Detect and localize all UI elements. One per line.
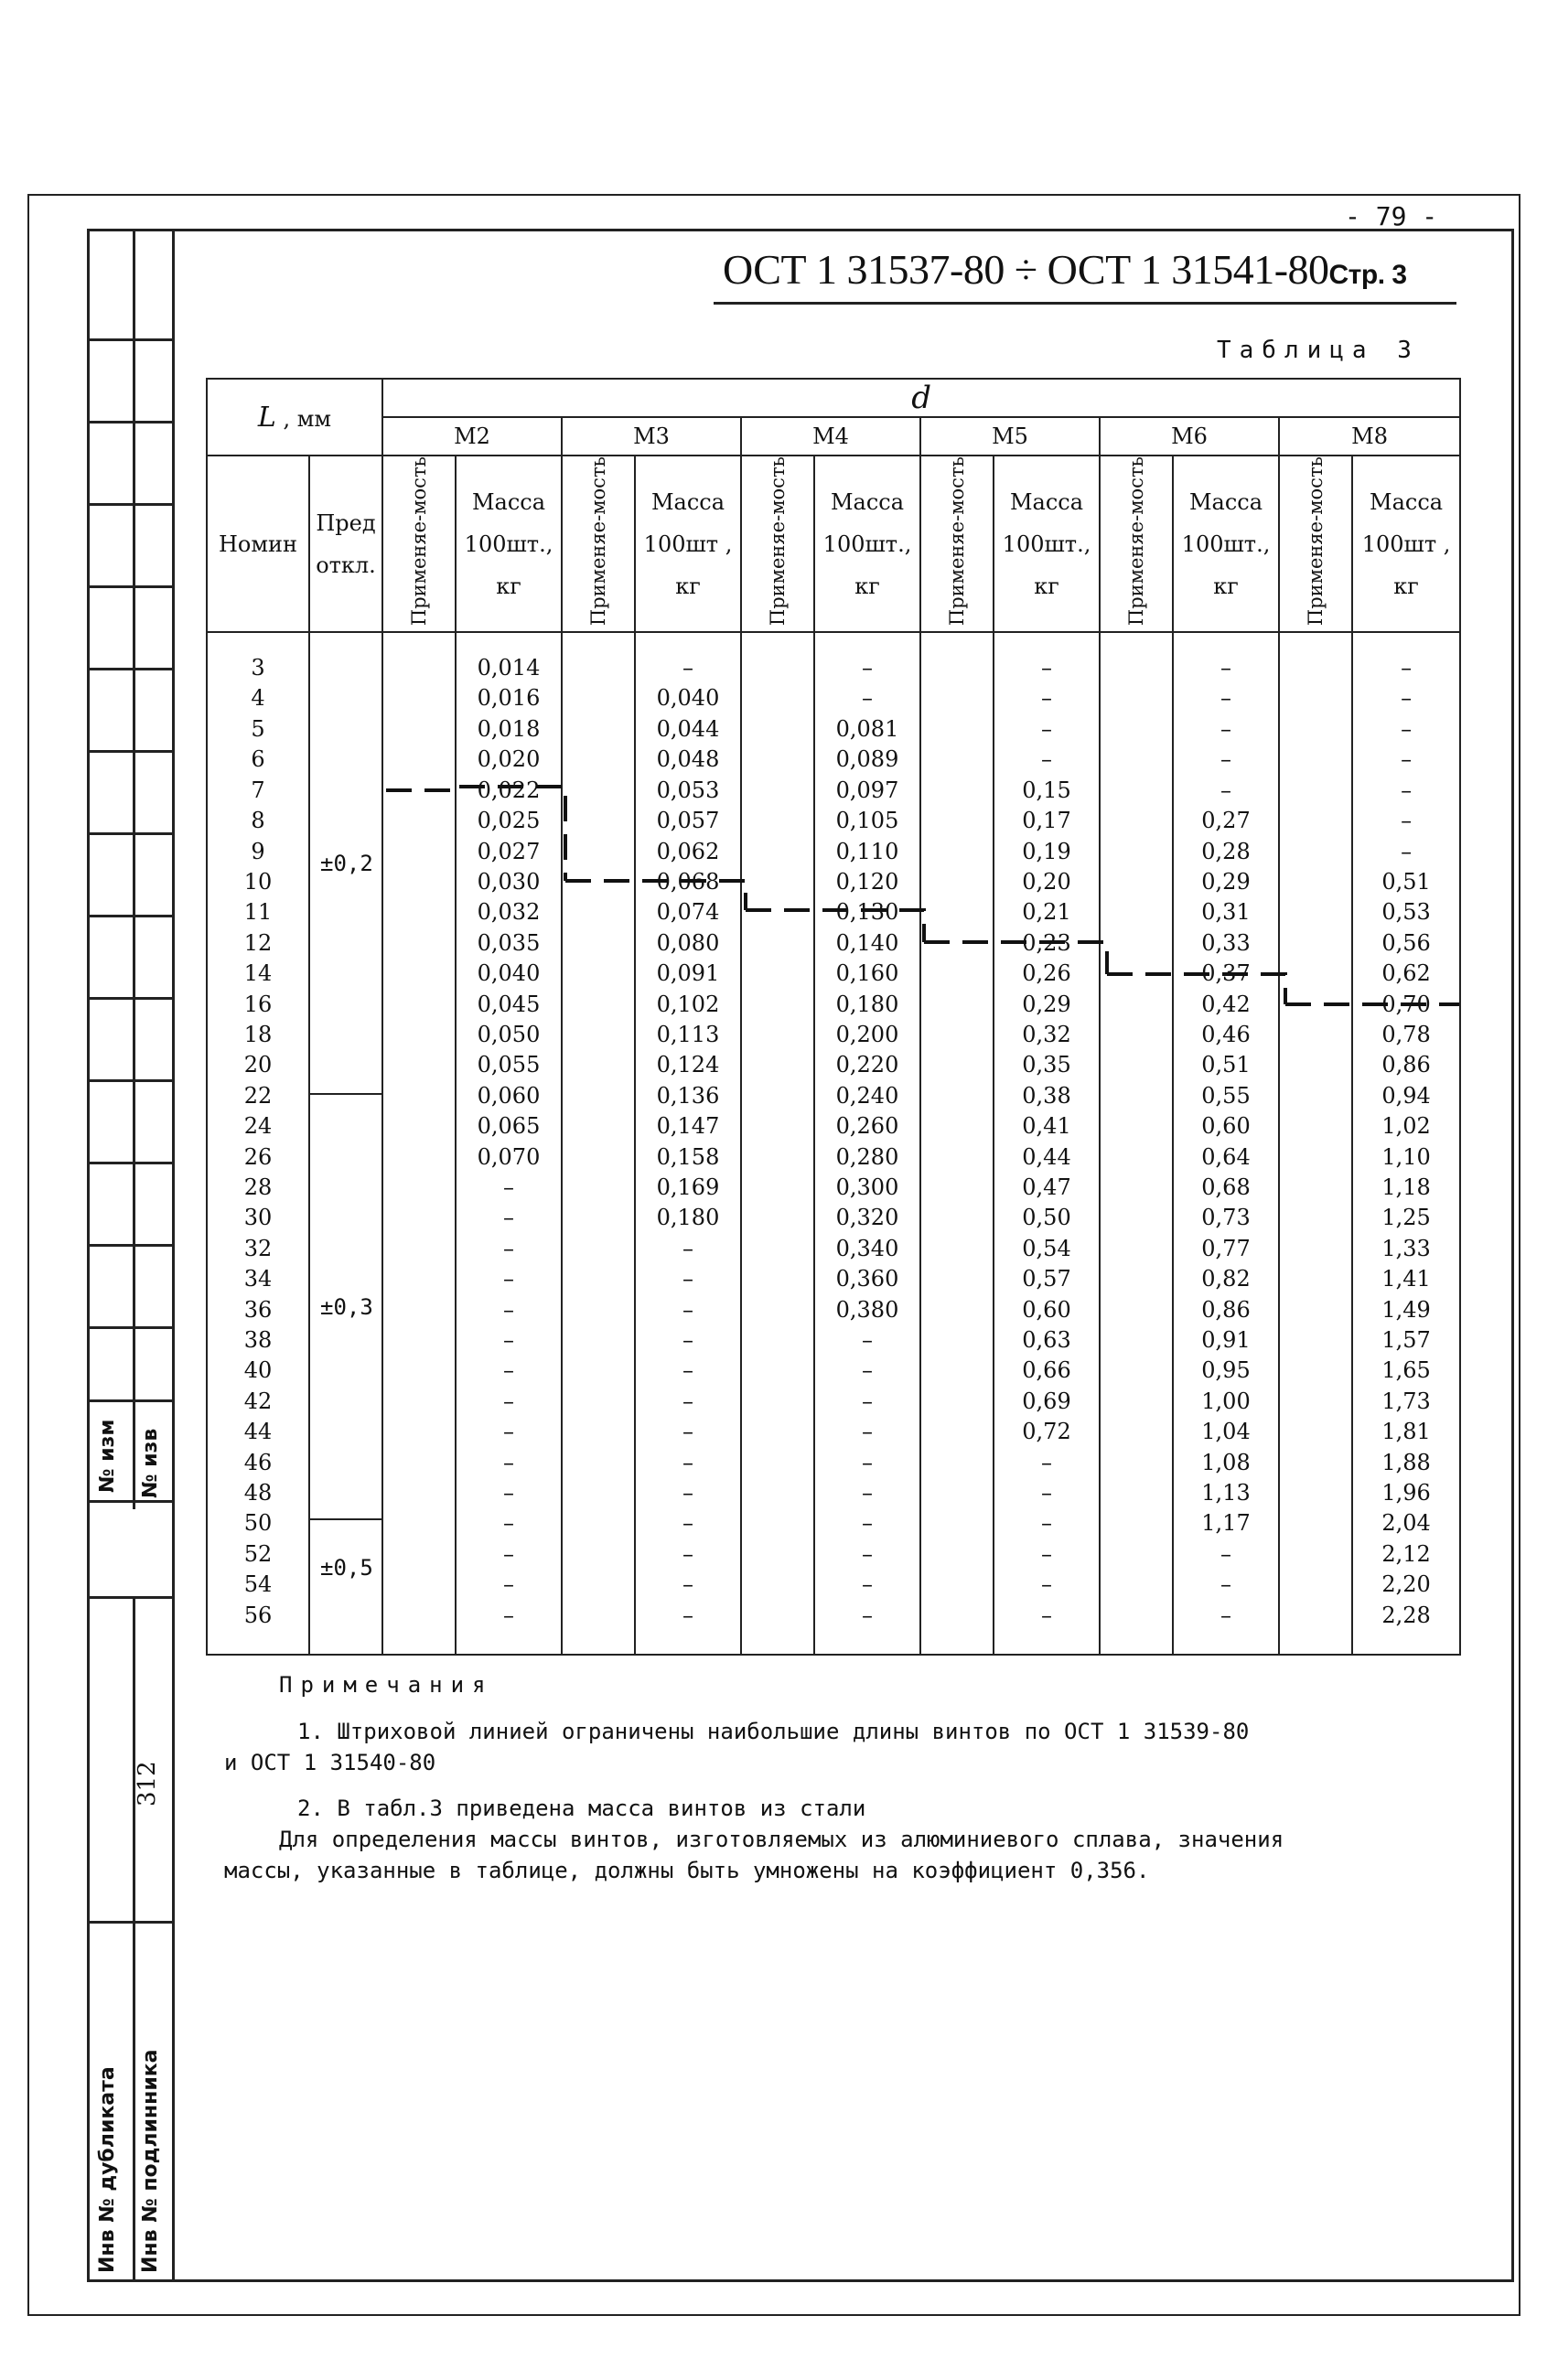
podl-label: Инв № подлинника bbox=[139, 2049, 162, 2273]
size-m4: М4 bbox=[741, 417, 920, 456]
mass-column-m8: – – – – – – – 0,51 0,53 0,56 0,62 0,70 0,78 0,86 0,94 1,02 1,10 1,18 1,25 1,33 1,41 1,49 1,57 1,65 1,73 1,81 1,88 1,96 2,04 2,12 2,20 2,28 bbox=[1352, 632, 1460, 1655]
notes-section bbox=[224, 1672, 1468, 1886]
page-label: Стр. 3 bbox=[1328, 260, 1407, 290]
mass-column-m6: – – – – – 0,27 0,28 0,29 0,31 0,33 0,37 0,42 0,46 0,51 0,55 0,60 0,64 0,68 0,73 0,77 0,82 0,86 0,91 0,95 1,00 1,04 1,08 1,13 1,17 – – – bbox=[1173, 632, 1279, 1655]
appl-header-m6: Применяе-мость bbox=[1100, 456, 1173, 632]
dash-m6 bbox=[1107, 974, 1285, 1004]
tolerance-0-3: ±0,3 bbox=[320, 1294, 373, 1320]
size-m8: М8 bbox=[1279, 417, 1460, 456]
note-2: 2. В табл.3 приведена масса винтов из стали bbox=[297, 1796, 866, 1821]
notes-heading: Примечания bbox=[279, 1672, 494, 1698]
lengths-column: 3 4 5 6 7 8 9 10 11 12 14 16 18 20 22 24 26 28 30 32 34 36 38 40 42 44 46 48 50 52 54 56 bbox=[207, 632, 309, 1655]
appl-header-m5: Применяе-мость bbox=[920, 456, 994, 632]
dubl-label: Инв № дубликата bbox=[96, 2066, 119, 2273]
mass-column-m2: 0,014 0,016 0,018 0,020 0,022 0,025 0,027 0,030 0,032 0,035 0,040 0,045 0,050 0,055 0,060 0,065 0,070 – – – – – – – – – – – – – – – bbox=[456, 632, 562, 1655]
note-3b: массы, указанные в таблице, должны быть умножены на коэффициент 0,356. bbox=[224, 1858, 1150, 1883]
note-1a: 1. Штриховой линией ограничены наибольшие длины винтов по ОСТ 1 31539-80 bbox=[297, 1719, 1250, 1744]
dash-m3 bbox=[565, 881, 746, 910]
mass-header-m5: Масса 100шт., кг bbox=[994, 456, 1100, 632]
appl-header-m8: Применяе-мость bbox=[1279, 456, 1352, 632]
appl-header-m2: Применяе-мость bbox=[382, 456, 456, 632]
tolerance-0-2: ±0,2 bbox=[320, 851, 373, 876]
mass-header-m3: Масса 100шт , кг bbox=[635, 456, 741, 632]
size-m3: М3 bbox=[562, 417, 741, 456]
appl-header-m4: Применяе-мость bbox=[741, 456, 814, 632]
mass-header-m4: Масса 100шт., кг bbox=[814, 456, 920, 632]
note-1b: и ОСТ 1 31540-80 bbox=[224, 1750, 436, 1775]
note-3a: Для определения массы винтов, изготовляемых из алюминиевого сплава, значения bbox=[279, 1827, 1284, 1852]
dash-m2 bbox=[386, 787, 565, 881]
izv-label: № изв bbox=[139, 1428, 162, 1498]
izm-label: № изм bbox=[96, 1419, 119, 1493]
length-header: L , мм bbox=[207, 379, 382, 456]
mass-header-m8: Масса 100шт , кг bbox=[1352, 456, 1460, 632]
pred-header: Пред откл. bbox=[309, 456, 382, 632]
size-m6: М6 bbox=[1100, 417, 1279, 456]
tolerance-0-5: ±0,5 bbox=[320, 1555, 373, 1581]
mass-header-m6: Масса 100шт., кг bbox=[1173, 456, 1279, 632]
mass-header-m2: Масса 100шт., кг bbox=[456, 456, 562, 632]
table-caption: Таблица 3 bbox=[1217, 337, 1420, 364]
appl-header-m3: Применяе-мость bbox=[562, 456, 635, 632]
size-m5: М5 bbox=[920, 417, 1100, 456]
nomin-header: Номин bbox=[207, 456, 309, 632]
mass-column-m3: – 0,040 0,044 0,048 0,053 0,057 0,062 0,068 0,074 0,080 0,091 0,102 0,113 0,124 0,136 0,147 0,158 0,169 0,180 – – – – – – – – – – – – – bbox=[635, 632, 741, 1655]
inv-number: 312 bbox=[134, 1761, 161, 1806]
dash-m5 bbox=[924, 942, 1107, 974]
size-m2: М2 bbox=[382, 417, 562, 456]
mass-column-m5: – – – – 0,15 0,17 0,19 0,20 0,21 0,23 0,26 0,29 0,32 0,35 0,38 0,41 0,44 0,47 0,50 0,54 0,57 0,60 0,63 0,66 0,69 0,72 – – – – – – bbox=[994, 632, 1100, 1655]
page-number: - 79 - bbox=[1345, 201, 1438, 231]
diameter-header: d bbox=[382, 379, 1460, 417]
mass-column-m4: – – 0,081 0,089 0,097 0,105 0,110 0,120 0,130 0,140 0,160 0,180 0,200 0,220 0,240 0,260 0,280 0,300 0,320 0,340 0,360 0,380 – – – – – – – – – – bbox=[814, 632, 920, 1655]
dash-m4 bbox=[746, 910, 924, 942]
standard-title: ОСТ 1 31537-80 ÷ ОСТ 1 31541-80 bbox=[723, 246, 1329, 293]
